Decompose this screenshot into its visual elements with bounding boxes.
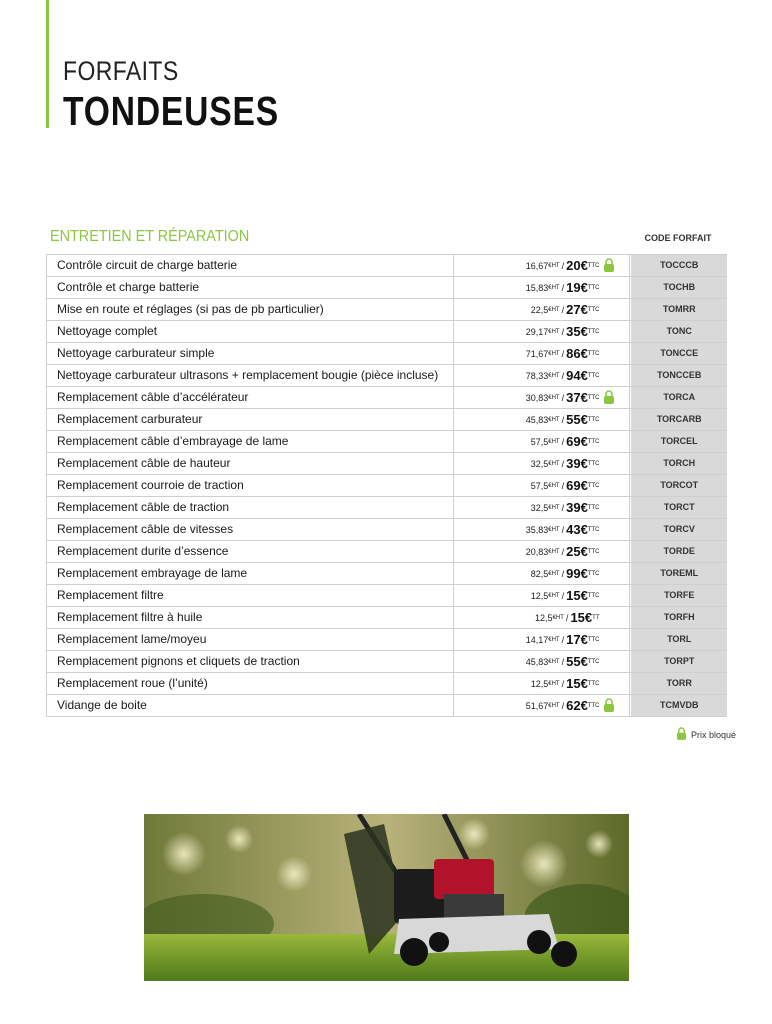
service-label: Remplacement câble d’embrayage de lame bbox=[46, 431, 453, 452]
code-cell: TORCH bbox=[630, 453, 727, 474]
service-label: Nettoyage carburateur simple bbox=[46, 343, 453, 364]
price-ttc: 15 bbox=[570, 610, 585, 625]
price-separator: / bbox=[561, 546, 565, 557]
table-row bbox=[46, 320, 727, 342]
ht-unit: €HT bbox=[548, 306, 560, 313]
price-cell bbox=[453, 431, 631, 452]
ttc-unit: TTC bbox=[587, 702, 600, 709]
lock-slot bbox=[599, 258, 615, 274]
price-separator: / bbox=[561, 260, 565, 271]
service-label: Remplacement filtre bbox=[46, 585, 453, 606]
euro-sign: € bbox=[580, 324, 588, 339]
ht-unit: €HT bbox=[548, 372, 560, 379]
price-ttc: 15 bbox=[566, 676, 581, 691]
price-cell bbox=[453, 607, 631, 628]
price-separator: / bbox=[561, 436, 565, 447]
table-row bbox=[46, 254, 727, 276]
table-row bbox=[46, 364, 727, 386]
service-label: Remplacement câble d’accélérateur bbox=[46, 387, 453, 408]
ttc-unit: TTC bbox=[587, 482, 600, 489]
price-ttc: 99 bbox=[566, 566, 581, 581]
price-ttc: 39 bbox=[566, 500, 581, 515]
table-row bbox=[46, 562, 727, 584]
code-column-header: CODE FORFAIT bbox=[644, 233, 712, 243]
price-ht: 12,5 bbox=[530, 678, 549, 689]
service-label: Remplacement embrayage de lame bbox=[46, 563, 453, 584]
euro-sign: € bbox=[580, 302, 588, 317]
code-cell: TORCOT bbox=[630, 475, 727, 496]
euro-sign: € bbox=[580, 456, 588, 471]
ht-unit: €HT bbox=[548, 284, 560, 291]
ttc-unit: TTC bbox=[587, 284, 600, 291]
price-separator: / bbox=[561, 458, 565, 469]
price-ttc: 19 bbox=[566, 280, 581, 295]
code-cell: TORCEL bbox=[630, 431, 727, 452]
price-ht: 14,17 bbox=[525, 634, 549, 645]
ttc-unit: TTC bbox=[587, 592, 600, 599]
table-row bbox=[46, 694, 727, 717]
price-separator: / bbox=[561, 414, 565, 425]
ttc-unit: TT bbox=[592, 614, 600, 621]
ttc-unit: TTC bbox=[587, 460, 600, 467]
ht-unit: €HT bbox=[548, 702, 560, 709]
code-cell: TORCARB bbox=[630, 409, 727, 430]
ttc-unit: TTC bbox=[587, 416, 600, 423]
service-label: Remplacement roue (l’unité) bbox=[46, 673, 453, 694]
page-subtitle: FORFAITS bbox=[63, 56, 179, 86]
price-ttc: 20 bbox=[566, 258, 581, 273]
price-ht: 32,5 bbox=[530, 458, 549, 469]
price-cell bbox=[453, 629, 631, 650]
euro-sign: € bbox=[584, 610, 593, 625]
table-row bbox=[46, 540, 727, 562]
euro-sign: € bbox=[580, 632, 588, 647]
ht-unit: €HT bbox=[548, 680, 560, 687]
table-row bbox=[46, 276, 727, 298]
ht-unit: €HT bbox=[548, 658, 560, 665]
ht-unit: €HT bbox=[548, 262, 560, 269]
lock-icon bbox=[603, 698, 615, 714]
table-row bbox=[46, 606, 727, 628]
code-cell: TORFH bbox=[630, 607, 727, 628]
ttc-unit: TTC bbox=[587, 306, 600, 313]
price-separator: / bbox=[561, 480, 565, 491]
price-ttc: 86 bbox=[566, 346, 581, 361]
price-cell bbox=[453, 585, 631, 606]
ttc-unit: TTC bbox=[587, 658, 600, 665]
price-ht: 29,17 bbox=[525, 326, 549, 337]
price-ht: 35,83 bbox=[525, 524, 549, 535]
ttc-unit: TTC bbox=[587, 262, 600, 269]
table-row bbox=[46, 628, 727, 650]
lock-slot bbox=[599, 698, 615, 714]
price-separator: / bbox=[561, 678, 565, 689]
euro-sign: € bbox=[580, 522, 588, 537]
ht-unit: €HT bbox=[548, 460, 560, 467]
euro-sign: € bbox=[580, 544, 588, 559]
table-row bbox=[46, 584, 727, 606]
price-ht: 57,5 bbox=[530, 480, 549, 491]
price-ht: 45,83 bbox=[525, 656, 549, 667]
price-table bbox=[46, 254, 727, 717]
price-cell bbox=[453, 563, 631, 584]
service-label: Vidange de boite bbox=[46, 695, 453, 716]
ht-unit: €HT bbox=[548, 570, 560, 577]
price-ttc: 27 bbox=[566, 302, 581, 317]
euro-sign: € bbox=[580, 698, 588, 713]
table-row bbox=[46, 518, 727, 540]
ht-unit: €HT bbox=[548, 482, 560, 489]
price-cell bbox=[453, 255, 631, 276]
ttc-unit: TTC bbox=[587, 372, 600, 379]
price-ttc: 69 bbox=[566, 478, 581, 493]
table-row bbox=[46, 452, 727, 474]
ht-unit: €HT bbox=[548, 350, 560, 357]
ht-unit: €HT bbox=[548, 548, 560, 555]
euro-sign: € bbox=[580, 654, 588, 669]
code-cell: TONC bbox=[630, 321, 727, 342]
price-ttc: 25 bbox=[566, 544, 581, 559]
code-cell: TOMRR bbox=[630, 299, 727, 320]
ttc-unit: TTC bbox=[587, 328, 600, 335]
price-cell bbox=[453, 651, 631, 672]
price-separator: / bbox=[561, 502, 565, 513]
ttc-unit: TTC bbox=[587, 526, 600, 533]
price-ttc: 17 bbox=[566, 632, 581, 647]
code-cell: TORDE bbox=[630, 541, 727, 562]
lawnmower-illustration bbox=[144, 814, 629, 981]
lock-slot bbox=[599, 390, 615, 406]
service-label: Remplacement câble de hauteur bbox=[46, 453, 453, 474]
price-ht: 57,5 bbox=[530, 436, 549, 447]
ht-unit: €HT bbox=[548, 438, 560, 445]
ht-unit: €HT bbox=[552, 614, 564, 621]
price-cell bbox=[453, 695, 631, 716]
price-ht: 45,83 bbox=[525, 414, 549, 425]
price-cell bbox=[453, 673, 631, 694]
code-cell: TORCA bbox=[630, 387, 727, 408]
euro-sign: € bbox=[580, 588, 588, 603]
legend-text: Prix bloqué bbox=[691, 729, 737, 740]
price-separator: / bbox=[561, 700, 565, 711]
service-label: Remplacement durite d’essence bbox=[46, 541, 453, 562]
code-cell: TOCHB bbox=[630, 277, 727, 298]
price-ht: 51,67 bbox=[525, 700, 549, 711]
price-separator: / bbox=[561, 568, 565, 579]
euro-sign: € bbox=[580, 676, 588, 691]
table-row bbox=[46, 342, 727, 364]
euro-sign: € bbox=[580, 346, 588, 361]
euro-sign: € bbox=[580, 390, 588, 405]
price-separator: / bbox=[561, 282, 565, 293]
code-cell: TCMVDB bbox=[630, 695, 727, 716]
price-separator: / bbox=[565, 612, 569, 623]
code-cell: TORCT bbox=[630, 497, 727, 518]
lawnmower-photo bbox=[144, 814, 629, 981]
lock-icon bbox=[603, 258, 615, 274]
service-label: Nettoyage carburateur ultrasons + remplacement bougie (pièce incluse) bbox=[46, 365, 453, 386]
price-ht: 32,5 bbox=[530, 502, 549, 513]
price-ttc: 15 bbox=[566, 588, 581, 603]
ht-unit: €HT bbox=[548, 636, 560, 643]
price-cell bbox=[453, 497, 631, 518]
price-ttc: 62 bbox=[566, 698, 581, 713]
lock-icon bbox=[676, 727, 687, 742]
price-ht: 30,83 bbox=[525, 392, 549, 403]
service-label: Contrôle et charge batterie bbox=[46, 277, 453, 298]
price-ht: 82,5 bbox=[530, 568, 549, 579]
euro-sign: € bbox=[580, 368, 588, 383]
ttc-unit: TTC bbox=[587, 350, 600, 357]
code-cell: TORFE bbox=[630, 585, 727, 606]
price-ht: 12,5 bbox=[535, 612, 553, 623]
price-cell bbox=[453, 387, 631, 408]
price-cell bbox=[453, 409, 631, 430]
service-label: Remplacement filtre à huile bbox=[46, 607, 453, 628]
ht-unit: €HT bbox=[548, 504, 560, 511]
price-ttc: 43 bbox=[566, 522, 581, 537]
euro-sign: € bbox=[580, 566, 588, 581]
price-cell bbox=[453, 365, 631, 386]
table-row bbox=[46, 430, 727, 452]
code-cell: TORPT bbox=[630, 651, 727, 672]
price-ttc: 55 bbox=[566, 412, 581, 427]
ttc-unit: TTC bbox=[587, 570, 600, 577]
code-cell: TOCCCB bbox=[630, 255, 727, 276]
price-cell bbox=[453, 475, 631, 496]
price-cell bbox=[453, 321, 631, 342]
price-ttc: 55 bbox=[566, 654, 581, 669]
table-row bbox=[46, 650, 727, 672]
euro-sign: € bbox=[580, 434, 588, 449]
price-ttc: 94 bbox=[566, 368, 581, 383]
price-ht: 20,83 bbox=[525, 546, 549, 557]
price-separator: / bbox=[561, 370, 565, 381]
page-title: TONDEUSES bbox=[63, 88, 280, 134]
service-label: Remplacement pignons et cliquets de traction bbox=[46, 651, 453, 672]
service-label: Remplacement lame/moyeu bbox=[46, 629, 453, 650]
service-label: Mise en route et réglages (si pas de pb particulier) bbox=[46, 299, 453, 320]
price-cell bbox=[453, 277, 631, 298]
price-ht: 16,67 bbox=[525, 260, 549, 271]
euro-sign: € bbox=[580, 500, 588, 515]
code-cell: TORL bbox=[630, 629, 727, 650]
price-ht: 22,5 bbox=[530, 304, 549, 315]
price-separator: / bbox=[561, 348, 565, 359]
ht-unit: €HT bbox=[548, 592, 560, 599]
price-ttc: 37 bbox=[566, 390, 581, 405]
price-ht: 71,67 bbox=[525, 348, 549, 359]
price-ht: 12,5 bbox=[530, 590, 549, 601]
table-row bbox=[46, 298, 727, 320]
table-row bbox=[46, 672, 727, 694]
price-ttc: 69 bbox=[566, 434, 581, 449]
ttc-unit: TTC bbox=[587, 680, 600, 687]
code-cell: TONCCE bbox=[630, 343, 727, 364]
legend bbox=[676, 727, 736, 742]
code-cell: TORCV bbox=[630, 519, 727, 540]
ht-unit: €HT bbox=[548, 394, 560, 401]
table-row bbox=[46, 386, 727, 408]
ht-unit: €HT bbox=[548, 526, 560, 533]
price-separator: / bbox=[561, 634, 565, 645]
section-title: ENTRETIEN ET RÉPARATION bbox=[50, 228, 250, 245]
table-row bbox=[46, 474, 727, 496]
service-label: Remplacement carburateur bbox=[46, 409, 453, 430]
ht-unit: €HT bbox=[548, 328, 560, 335]
euro-sign: € bbox=[580, 478, 588, 493]
service-label: Remplacement câble de vitesses bbox=[46, 519, 453, 540]
price-cell bbox=[453, 453, 631, 474]
accent-bar bbox=[46, 0, 49, 128]
euro-sign: € bbox=[580, 258, 588, 273]
code-cell: TONCCEB bbox=[630, 365, 727, 386]
ttc-unit: TTC bbox=[587, 636, 600, 643]
ht-unit: €HT bbox=[548, 416, 560, 423]
service-label: Remplacement courroie de traction bbox=[46, 475, 453, 496]
price-ttc: 39 bbox=[566, 456, 581, 471]
table-row bbox=[46, 496, 727, 518]
euro-sign: € bbox=[580, 280, 588, 295]
ttc-unit: TTC bbox=[587, 394, 600, 401]
price-cell bbox=[453, 299, 631, 320]
price-cell bbox=[453, 343, 631, 364]
price-separator: / bbox=[561, 392, 565, 403]
price-ht: 78,33 bbox=[525, 370, 549, 381]
price-separator: / bbox=[561, 524, 565, 535]
price-separator: / bbox=[561, 656, 565, 667]
code-cell: TOREML bbox=[630, 563, 727, 584]
service-label: Nettoyage complet bbox=[46, 321, 453, 342]
lock-icon bbox=[603, 390, 615, 406]
price-separator: / bbox=[561, 326, 565, 337]
price-ttc: 35 bbox=[566, 324, 581, 339]
price-cell bbox=[453, 519, 631, 540]
code-cell: TORR bbox=[630, 673, 727, 694]
service-label: Contrôle circuit de charge batterie bbox=[46, 255, 453, 276]
price-separator: / bbox=[561, 304, 565, 315]
price-separator: / bbox=[561, 590, 565, 601]
table-row bbox=[46, 408, 727, 430]
price-cell bbox=[453, 541, 631, 562]
ttc-unit: TTC bbox=[587, 548, 600, 555]
euro-sign: € bbox=[580, 412, 588, 427]
price-ht: 15,83 bbox=[525, 282, 549, 293]
service-label: Remplacement câble de traction bbox=[46, 497, 453, 518]
ttc-unit: TTC bbox=[587, 438, 600, 445]
ttc-unit: TTC bbox=[587, 504, 600, 511]
